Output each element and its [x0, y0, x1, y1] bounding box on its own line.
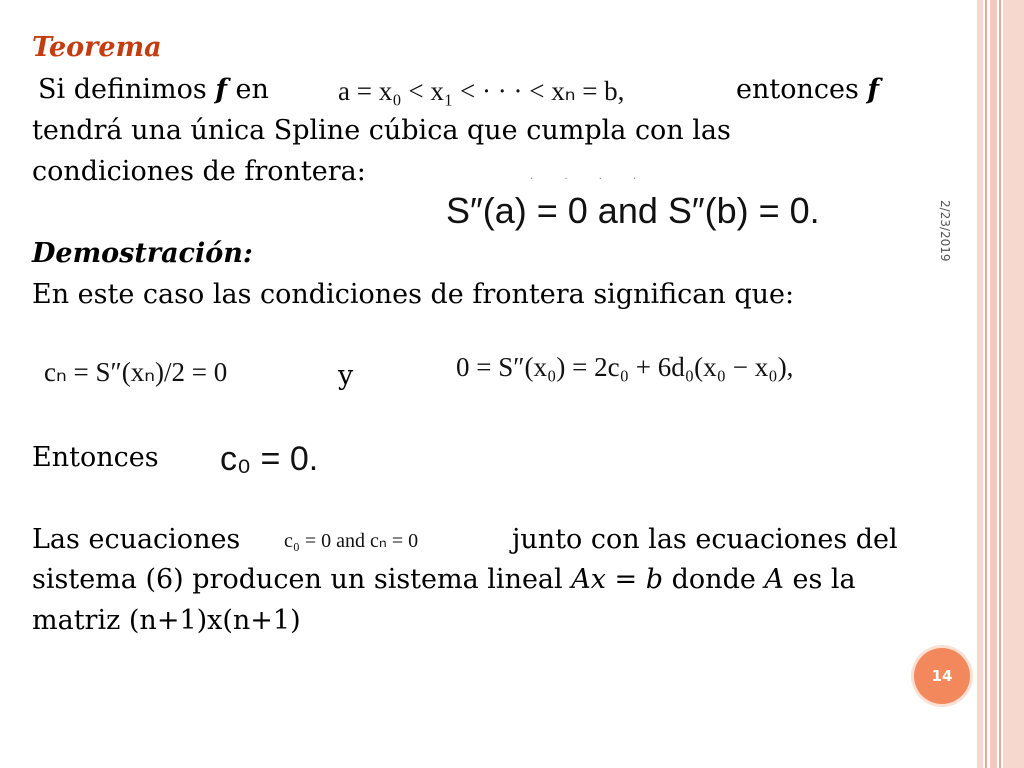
linear-system-formula: Ax = b [571, 564, 664, 595]
equations-label: Las ecuaciones [32, 524, 241, 555]
c0-formula: c₀ = 0. [220, 440, 319, 478]
second-derivative-formula: 0 = S″(x₀) = 2c₀ + 6d₀(x₀ − x₀), [456, 352, 794, 382]
slide-date: 2/23/2019 [938, 200, 952, 262]
theorem-text: entonces [736, 74, 868, 105]
then-word: Entonces [32, 442, 159, 473]
proof-title: Demostración: [32, 238, 253, 269]
border-line [985, 0, 987, 768]
cn-formula: cₙ = S″(xₙ)/2 = 0 [44, 357, 228, 387]
system-line [32, 564, 856, 596]
border-line [999, 0, 1001, 768]
page-number-badge: 14 [914, 648, 970, 704]
theorem-text: Si definimos [38, 74, 216, 105]
boundary-formula: S″(a) = 0 and S″(b) = 0. [446, 190, 820, 231]
system-text: donde [663, 564, 765, 595]
matrix-symbol: A [764, 564, 784, 595]
border-stripe [977, 0, 983, 768]
faint-artifact: · · · · [530, 174, 651, 185]
c0-cn-formula: c₀ = 0 and cₙ = 0 [284, 530, 419, 552]
border-stripe [1003, 0, 1024, 768]
partition-formula: a = x₀ < x₁ < · · · < xₙ = b, [338, 76, 625, 106]
system-text: es la [783, 564, 856, 595]
theorem-line-1 [38, 74, 269, 106]
function-symbol: f [215, 74, 227, 105]
proof-line-1: En este caso las condiciones de frontera significan que: [32, 279, 795, 310]
equations-tail: junto con las ecuaciones del [512, 524, 898, 555]
theorem-line-1-tail [736, 74, 879, 106]
theorem-title: Teorema [32, 32, 162, 63]
function-symbol: f [867, 74, 880, 105]
system-text: sistema (6) producen un sistema lineal [32, 564, 572, 595]
theorem-line-2: tendrá una única Spline cúbica que cumpla con las [32, 115, 731, 146]
theorem-line-3: condiciones de frontera: [32, 156, 366, 187]
border-stripe [990, 0, 997, 768]
and-word: y [338, 360, 354, 391]
theorem-text: en [226, 74, 269, 105]
matrix-line: matriz (n+1)x(n+1) [32, 605, 301, 636]
